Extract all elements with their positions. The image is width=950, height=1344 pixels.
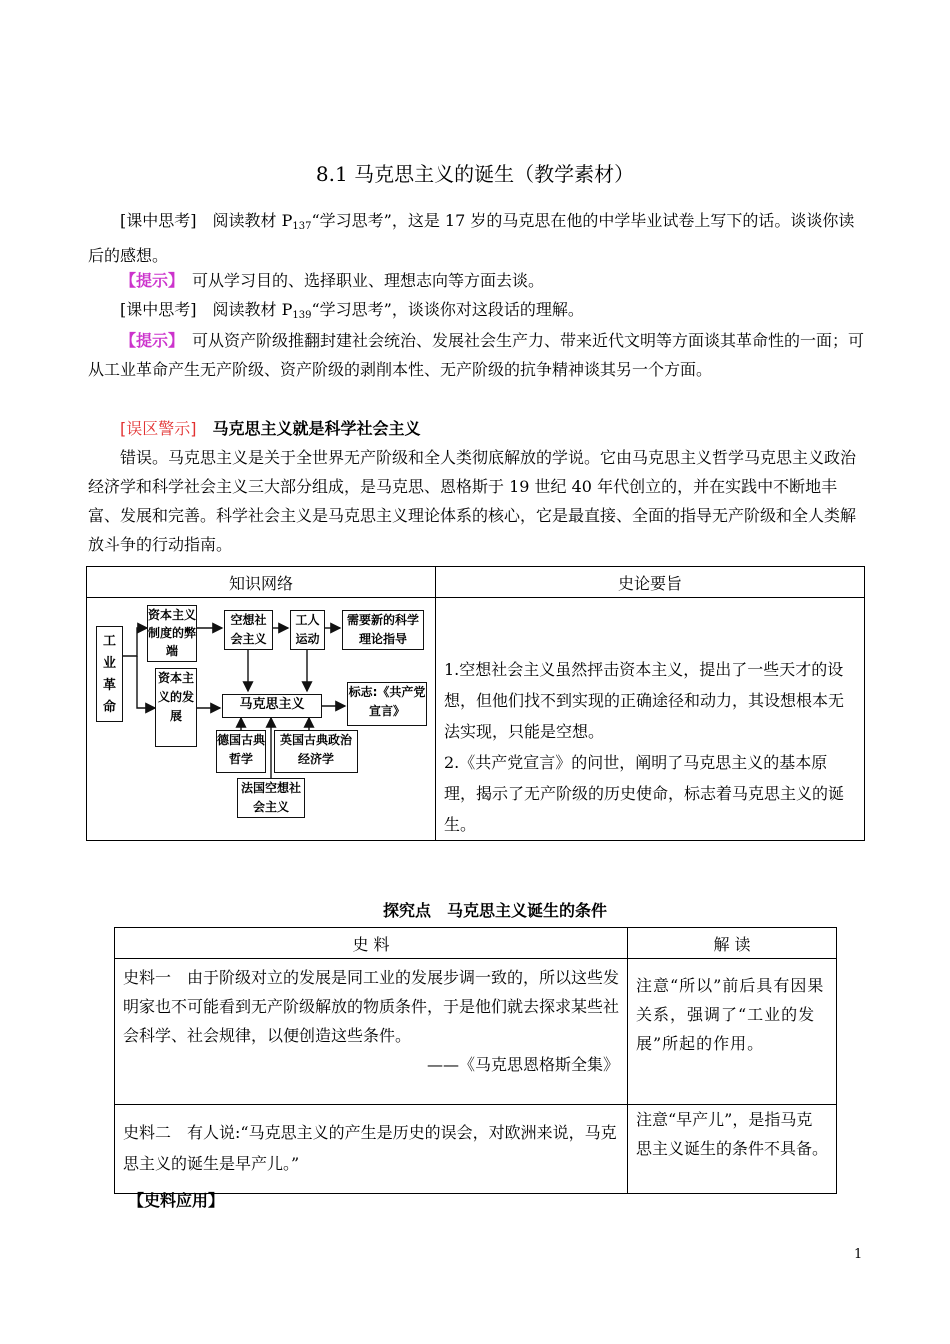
think-label-1: [课中思考] xyxy=(120,211,197,230)
box-capitalism-development: 资本主义的发展 xyxy=(155,668,197,747)
warn-title: 马克思主义就是科学社会主义 xyxy=(212,419,421,438)
box-marxism: 马克思主义 xyxy=(222,694,322,718)
misconception-warning xyxy=(88,414,866,443)
source-cell xyxy=(115,959,628,1105)
hint-1 xyxy=(88,266,866,295)
history-point-1: 1.空想社会主义虽然抨击资本主义，提出了一些天才的设想，但他们找不到实现的正确途径和动力，其设想根本无法实现，只能是空想。 xyxy=(444,660,845,741)
knowledge-table xyxy=(86,566,865,841)
q1-sub: 137 xyxy=(292,221,312,232)
knowledge-diagram xyxy=(87,598,435,824)
interpretation-cell: 注意“早产儿”，是指马克思主义诞生的条件不具备。 xyxy=(628,1105,837,1194)
q2-sub: 139 xyxy=(292,310,312,321)
box-french: 法国空想社会主义 xyxy=(237,778,305,818)
box-industrial: 工业革命 xyxy=(96,626,123,722)
sources-table xyxy=(114,927,837,1194)
think-label-2: [课中思考] xyxy=(120,300,197,319)
source-cell: 史料二 有人说:“马克思主义的产生是历史的误会，对欧洲来说，马克思主义的诞生是早产儿。” xyxy=(115,1105,628,1194)
hint-2 xyxy=(88,326,866,384)
col-history-points: 史论要旨 xyxy=(436,567,865,598)
source-application-label: 【史料应用】 xyxy=(128,1191,225,1210)
col-knowledge-network: 知识网络 xyxy=(87,567,436,598)
hint-text-1: 可从学习目的、选择职业、理想志向等方面去谈。 xyxy=(192,271,545,290)
col-interpretation: 解 读 xyxy=(628,928,837,959)
think-question-1 xyxy=(88,206,866,270)
page-title: 8.1 马克思主义的诞生（教学素材） xyxy=(315,162,635,186)
hint-label-1: 【提示】 xyxy=(120,271,177,290)
hint-text-2: 可从资产阶级推翻封建社会统治、发展社会生产力、带来近代文明等方面谈其革命性的一面；可从工业革命产生无产阶级、资产阶级的剥削本性、无产阶级的抗争精神谈其另一个方面。 xyxy=(88,331,865,379)
interpretation-cell: 注意“所以”前后具有因果关系，强调了“工业的发展”所起的作用。 xyxy=(628,959,837,1105)
box-british: 英国古典政治经济学 xyxy=(274,730,358,773)
box-workers: 工人运动 xyxy=(290,610,325,650)
warn-text: 错误。马克思主义是关于全世界无产阶级和全人类彻底解放的学说。它由马克思主义哲学马克思主义政治经济学和科学社会主义三大部分组成，是马克思、恩格斯于 19 世纪 40 年代创立的，并在实践中不断地丰富、发展和完善。科学社会主义是马克思主义理论体系的核心，它是最直接、全面的指导无产阶级和全人类解放斗争的行动指南。 xyxy=(88,448,857,554)
box-sign: 标志:《共产党宣言》 xyxy=(347,682,427,726)
col-sources: 史 料 xyxy=(115,928,628,959)
table-row xyxy=(115,959,837,1105)
history-points-cell xyxy=(436,598,865,841)
box-capitalism-defects: 资本主义制度的弊端 xyxy=(147,605,197,662)
knowledge-diagram-cell xyxy=(87,598,436,841)
warn-label: [误区警示] xyxy=(120,419,197,438)
box-german: 德国古典哲学 xyxy=(216,730,266,773)
explore-title: 探究点 马克思主义诞生的条件 xyxy=(382,901,607,920)
q2-text-a: 阅读教材 P xyxy=(212,300,293,319)
q1-text-a: 阅读教材 P xyxy=(212,211,293,230)
q2-text-b: “学习思考”，谈谈你对这段话的理解。 xyxy=(311,300,584,319)
box-need-theory: 需要新的科学理论指导 xyxy=(342,610,424,650)
think-question-2 xyxy=(88,295,866,330)
page-number: 1 xyxy=(854,1247,863,1262)
q1-text-b: “学习思考”，这是 17 岁的马克思在他的中学毕业试卷上写下的话。谈谈你读后的感想。 xyxy=(88,211,855,265)
box-utopian: 空想社会主义 xyxy=(224,610,273,650)
table-row xyxy=(115,1105,837,1194)
history-point-2: 2.《共产党宣言》的问世，阐明了马克思主义的基本原理，揭示了无产阶级的历史使命，标志着马克思主义的诞生。 xyxy=(444,753,845,834)
hint-label-2: 【提示】 xyxy=(120,331,177,350)
source-text: 史料一 由于阶级对立的发展是同工业的发展步调一致的，所以这些发明家也不可能看到无产阶级解放的物质条件，于是他们就去探求某些社会科学、社会规律，以便创造这些条件。 xyxy=(123,968,620,1045)
source-citation: ——《马克思恩格斯全集》 xyxy=(426,1055,619,1074)
